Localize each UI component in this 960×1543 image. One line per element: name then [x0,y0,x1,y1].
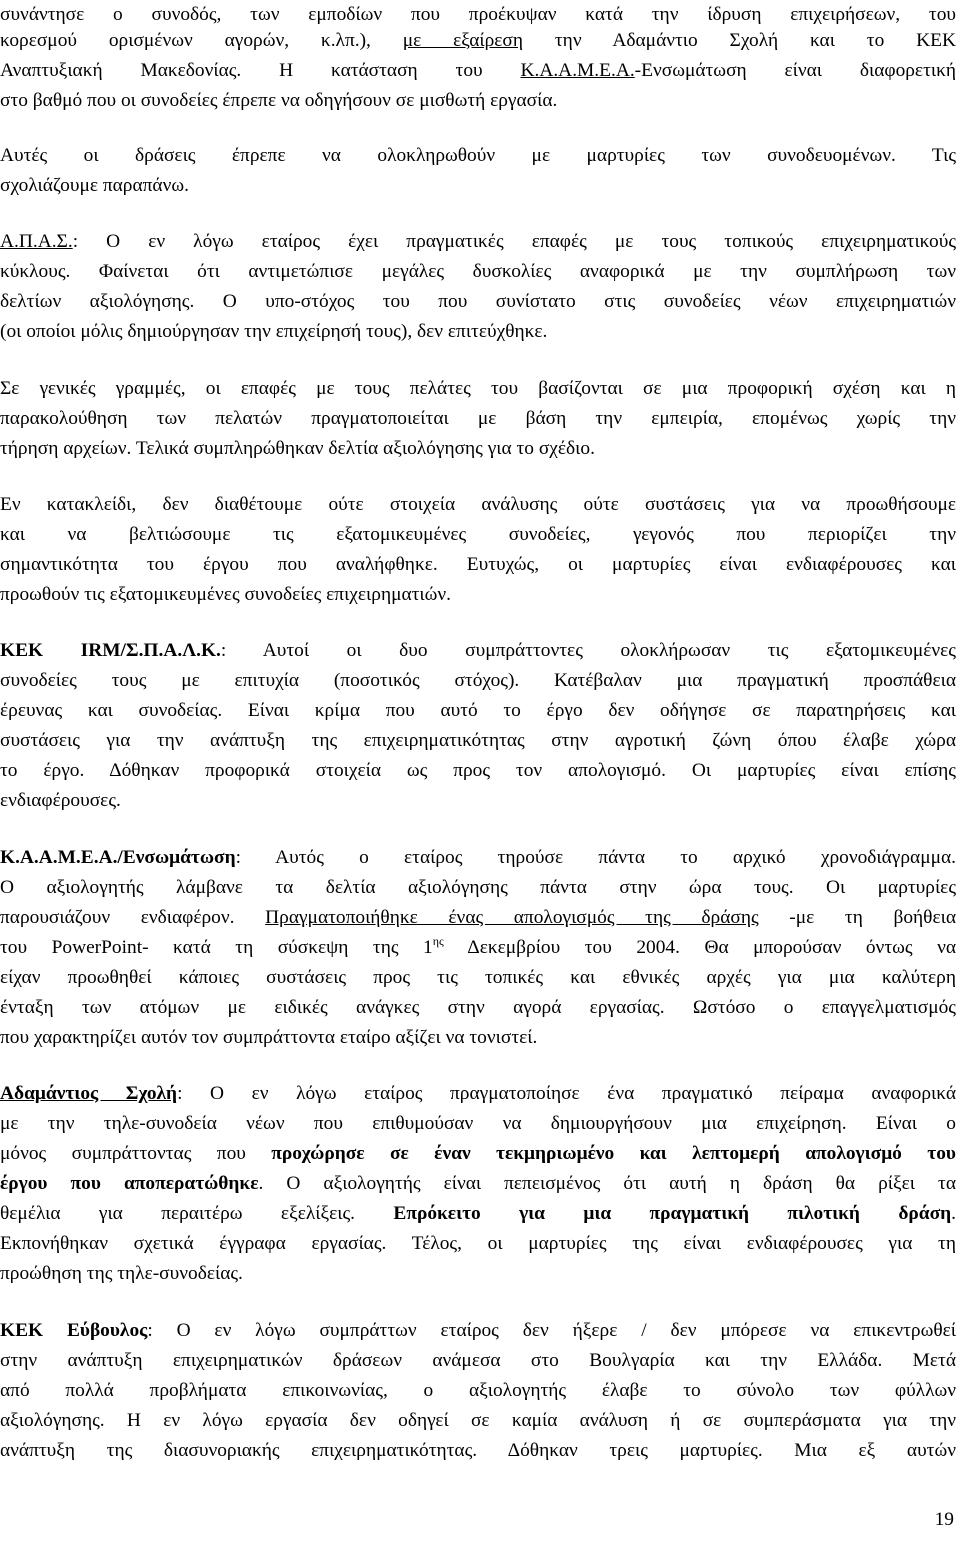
text-line: (οι οποίοι μόλις δημιούργησαν την επιχείρησή τους), δεν επιτεύχθηκε. [0,321,548,342]
underlined-phrase: Πραγματοποιήθηκε ένας απολογισμός της δράσης [265,907,759,928]
text-run: : Αυτός ο εταίρος τηρούσε πάντα το αρχικό χρονοδιάγραμμα. [235,847,956,868]
text-line [0,1079,956,1109]
text-line: Σε γενικές γραμμές, οι επαφές με τους πελάτες του βασίζονται σε μια προφορική σχέση και η [0,378,956,399]
partner-heading: Κ.Α.Α.Μ.Ε.Α./Ενσωμάτωση [0,847,236,868]
text-run: του PowerPoint- κατά τη σύσκεψη της 1 [0,937,433,958]
bold-phrase: Επρόκειτο για μια πραγματική πιλοτική δράση [393,1203,952,1224]
text-line: σημαντικότητα του έργου που αναλήφθηκε. Ευτυχώς, οι μαρτυρίες είναι ενδιαφέρουσες και [0,554,956,575]
text-line [0,636,956,666]
text-run: Δεκεμβρίου του 2004. Θα μπορούσαν όντως να [467,937,956,958]
ordinal-superscript: ης [432,934,444,948]
page-number: 19 [934,1509,954,1530]
text-line: στο βαθμό που οι συνοδείες έπρεπε να οδηγήσουν σε μισθωτή εργασία. [0,90,558,111]
text-run: θεμέλια για περαιτέρω εξελίξεις. [0,1203,356,1224]
text-line: συνοδείες τους με επιτυχία (ποσοτικός στόχος). Κατέβαλαν μια πραγματική προσπάθεια [0,670,956,691]
partner-heading: Α.Π.Α.Σ. [0,231,73,252]
text-line: έρευνας και συνοδείας. Είναι κρίμα που αυτό το έργο δεν οδήγησε σε παρατηρήσεις και [0,700,956,721]
text-run: κορεσμού ορισμένων αγορών, κ.λπ.), [0,30,371,51]
text-run: : Ο εν λόγω συμπράττων εταίρος δεν ήξερε / δεν μπόρεσε να επικεντρωθεί [147,1320,956,1341]
text-line [0,843,956,873]
text-line: στην ανάπτυξη επιχειρηματικών δράσεων ανάμεσα στο Βουλγαρία και την Ελλάδα. Μετά [0,1350,956,1371]
text-run: Αναπτυξιακή Μακεδονίας. Η κατάσταση του [0,60,483,81]
text-line [0,1199,956,1229]
text-line: συνάντησε ο συνοδός, των εμποδίων που προέκυψαν κατά την ίδρυση επιχειρήσεων, του [0,4,956,25]
text-line: από πολλά προβλήματα επικοινωνίας, ο αξιολογητής έλαβε το σύνολο των φύλλων [0,1380,956,1401]
text-run: -με τη βοήθεια [789,907,956,928]
text-line: το έργο. Δόθηκαν προφορικά στοιχεία ως προς τον απολογισμό. Οι μαρτυρίες είναι επίσης [0,760,956,781]
text-line: Εν κατακλείδι, δεν διαθέτουμε ούτε στοιχεία ανάλυσης ούτε συστάσεις για να προωθήσουμε [0,494,956,515]
text-run: : Ο εν λόγω εταίρος πραγματοποίησε ένα πραγματικό πείραμα αναφορικά [177,1083,956,1104]
text-line: Εκπονήθηκαν σχετικά έγγραφα εργασίας. Τέλος, οι μαρτυρίες της είναι ενδιαφέρουσες για τη [0,1233,956,1254]
text-run: παρουσιάζουν ενδιαφέρον. [0,907,235,928]
text-line: σχολιάζουμε παραπάνω. [0,175,189,196]
text-run: : Αυτοί οι δυο συμπράττοντες ολοκλήρωσαν τις εξατομικευμένες [220,640,956,661]
text-line: Ο αξιολογητής λάμβανε τα δελτία αξιολόγησης πάντα στην ώρα τους. Οι μαρτυρίες [0,877,956,898]
underlined-phrase: με εξαίρεση [402,30,524,51]
bold-phrase: έργου που αποπερατώθηκε [0,1173,259,1194]
text-line: δελτίων αξιολόγησης. Ο υπο-στόχος του που συνίστατο στις συνοδείες νέων επιχειρηματιών [0,291,956,312]
text-line [0,933,956,963]
text-line: με την τηλε-συνοδεία νέων που επιθυμούσαν να δημιουργήσουν μια επιχείρηση. Είναι ο [0,1113,956,1134]
text-line [0,56,956,86]
text-line [0,1169,956,1199]
text-line: ανάπτυξη της διασυνοριακής επιχειρηματικότητας. Δόθηκαν τρεις μαρτυρίες. Μια εξ αυτών [0,1440,956,1461]
text-line: συστάσεις για την ανάπτυξη της επιχειρηματικότητας στην αγροτική ζώνη όπου έλαβε χώρα [0,730,956,751]
text-line: ενδιαφέρουσες. [0,790,121,811]
text-run: . [951,1203,956,1224]
text-line [0,903,956,933]
text-line: προώθηση της τηλε-συνοδείας. [0,1263,243,1284]
text-line [0,26,956,56]
text-line: ένταξη των ατόμων με ειδικές ανάγκες στην αγορά εργασίας. Ωστόσο ο επαγγελματισμός [0,997,956,1018]
text-run: . Ο αξιολογητής είναι πεπεισμένος ότι αυτή η δράση θα ρίξει τα [258,1173,956,1194]
text-line: παρακολούθηση των πελατών πραγματοποιείται με βάση την εμπειρία, επομένως χωρίς την [0,408,956,429]
underlined-phrase: Κ.Α.Α.Μ.Ε.Α. [520,60,635,81]
text-line [0,1316,956,1346]
text-run: την Αδαμάντιο Σχολή και το ΚΕΚ [554,30,956,51]
text-line: κύκλους. Φαίνεται ότι αντιμετώπισε μεγάλες δυσκολίες αναφορικά με την συμπλήρωση των [0,261,956,282]
text-run: -Ενσωμάτωση είναι διαφορετική [634,60,956,81]
text-line: αξιολόγησης. Η εν λόγω εργασία δεν οδηγεί σε καμία ανάλυση ή σε συμπεράσματα για την [0,1410,956,1431]
partner-heading: ΚΕΚ Εύβουλος [0,1320,148,1341]
text-run: : Ο εν λόγω εταίρος έχει πραγματικές επαφές με τους τοπικούς επιχειρηματικούς [72,231,956,252]
text-line: είχαν προωθηθεί κάποιες συστάσεις προς τις τοπικές και εθνικές αρχές για μια καλύτερη [0,967,956,988]
text-line: Αυτές οι δράσεις έπρεπε να ολοκληρωθούν με μαρτυρίες των συνοδευομένων. Τις [0,145,956,166]
text-line [0,1139,956,1169]
partner-heading: Αδαμάντιος Σχολή [0,1083,178,1104]
text-line [0,227,956,257]
text-line: που χαρακτηρίζει αυτόν τον συμπράττοντα εταίρο αξίζει να τονιστεί. [0,1027,538,1048]
text-line: τήρηση αρχείων. Τελικά συμπληρώθηκαν δελτία αξιολόγησης για το σχέδιο. [0,438,595,459]
text-run: μόνος συμπράττοντας που [0,1143,246,1164]
text-line: προωθούν τις εξατομικευμένες συνοδείες επιχειρηματιών. [0,584,452,605]
bold-phrase: προχώρησε σε έναν τεκμηριωμένο και λεπτομερή απολογισμό του [271,1143,956,1164]
partner-heading: ΚΕΚ IRM/Σ.Π.Α.Λ.Κ. [0,640,221,661]
text-line: και να βελτιώσουμε τις εξατομικευμένες συνοδείες, γεγονός που περιορίζει την [0,524,956,545]
